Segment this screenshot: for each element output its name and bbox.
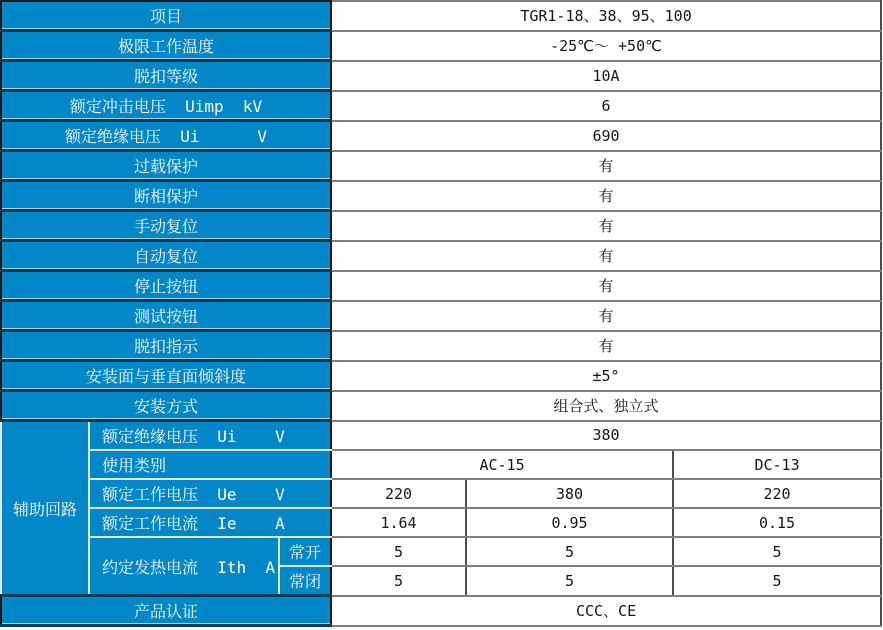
- aux-circuit-group-label: 辅助回路: [1, 421, 89, 596]
- aux-insulation-label: 额定绝缘电压 Ui V: [89, 421, 331, 451]
- table-row: [1, 391, 881, 421]
- spec-row-label: 过载保护: [1, 151, 331, 181]
- spec-row-value: ±5°: [331, 361, 881, 391]
- spec-row-label: 测试按钮: [1, 301, 331, 331]
- spec-row-value: 690: [331, 121, 881, 151]
- spec-row-value: 有: [331, 241, 881, 271]
- spec-row-value: -25℃～ +50℃: [331, 31, 881, 61]
- aux-thermal-nc-label: 常闭: [279, 566, 331, 596]
- spec-row-label: 项目: [1, 1, 331, 31]
- spec-row-value: 有: [331, 211, 881, 241]
- spec-row-value: 有: [331, 181, 881, 211]
- spec-row-value: 组合式、独立式: [331, 391, 881, 421]
- aux-current-value: 0.15: [673, 508, 881, 537]
- aux-thermal-no-value: 5: [673, 537, 881, 566]
- cert-row-label: 产品认证: [1, 596, 331, 626]
- spec-row-label: 手动复位: [1, 211, 331, 241]
- table-row-aux: [1, 537, 881, 566]
- aux-thermal-no-label: 常开: [279, 537, 331, 566]
- spec-row-label: 停止按钮: [1, 271, 331, 301]
- aux-thermal-no-value: 5: [331, 537, 466, 566]
- aux-current-value: 1.64: [331, 508, 466, 537]
- spec-row-value: 6: [331, 91, 881, 121]
- table-row-aux: [1, 450, 881, 479]
- aux-category-dc: DC-13: [673, 450, 881, 479]
- table-row: [1, 596, 881, 626]
- aux-voltage-value: 220: [331, 479, 466, 508]
- aux-category-ac: AC-15: [331, 450, 673, 479]
- table-row: [1, 91, 881, 121]
- spec-row-label: 断相保护: [1, 181, 331, 211]
- spec-row-value: TGR1-18、38、95、100: [331, 1, 881, 31]
- aux-voltage-value: 380: [466, 479, 673, 508]
- spec-row-label: 脱扣等级: [1, 61, 331, 91]
- table-row: [1, 31, 881, 61]
- table-row-aux: [1, 508, 881, 537]
- table-row: [1, 331, 881, 361]
- table-row: [1, 361, 881, 391]
- spec-row-value: 有: [331, 151, 881, 181]
- table-row-aux: [1, 479, 881, 508]
- table-row: [1, 61, 881, 91]
- spec-row-label: 脱扣指示: [1, 331, 331, 361]
- spec-row-value: 有: [331, 271, 881, 301]
- aux-thermal-nc-value: 5: [466, 566, 673, 596]
- table-row: [1, 301, 881, 331]
- aux-thermal-nc-value: 5: [673, 566, 881, 596]
- aux-current-label: 额定工作电流 Ie A: [89, 508, 331, 537]
- spec-row-label: 极限工作温度: [1, 31, 331, 61]
- aux-thermal-label: 约定发热电流 Ith A: [89, 537, 279, 596]
- aux-current-value: 0.95: [466, 508, 673, 537]
- spec-row-label: 额定冲击电压 Uimp kV: [1, 91, 331, 121]
- aux-category-label: 使用类别: [89, 450, 331, 479]
- spec-row-label: 自动复位: [1, 241, 331, 271]
- table-row: [1, 271, 881, 301]
- table-row: [1, 241, 881, 271]
- table-row: [1, 211, 881, 241]
- spec-row-label: 安装面与垂直面倾斜度: [1, 361, 331, 391]
- spec-row-value: 有: [331, 301, 881, 331]
- table-row: [1, 151, 881, 181]
- spec-row-label: 额定绝缘电压 Ui V: [1, 121, 331, 151]
- table-row: [1, 181, 881, 211]
- table-row-aux: [1, 421, 881, 451]
- aux-voltage-value: 220: [673, 479, 881, 508]
- table-row: [1, 121, 881, 151]
- aux-insulation-value: 380: [331, 421, 881, 451]
- cert-row-value: CCC、CE: [331, 596, 881, 626]
- table-row: [1, 1, 881, 31]
- spec-row-value: 10A: [331, 61, 881, 91]
- aux-thermal-no-value: 5: [466, 537, 673, 566]
- spec-row-label: 安装方式: [1, 391, 331, 421]
- aux-thermal-nc-value: 5: [331, 566, 466, 596]
- spec-row-value: 有: [331, 331, 881, 361]
- aux-voltage-label: 额定工作电压 Ue V: [89, 479, 331, 508]
